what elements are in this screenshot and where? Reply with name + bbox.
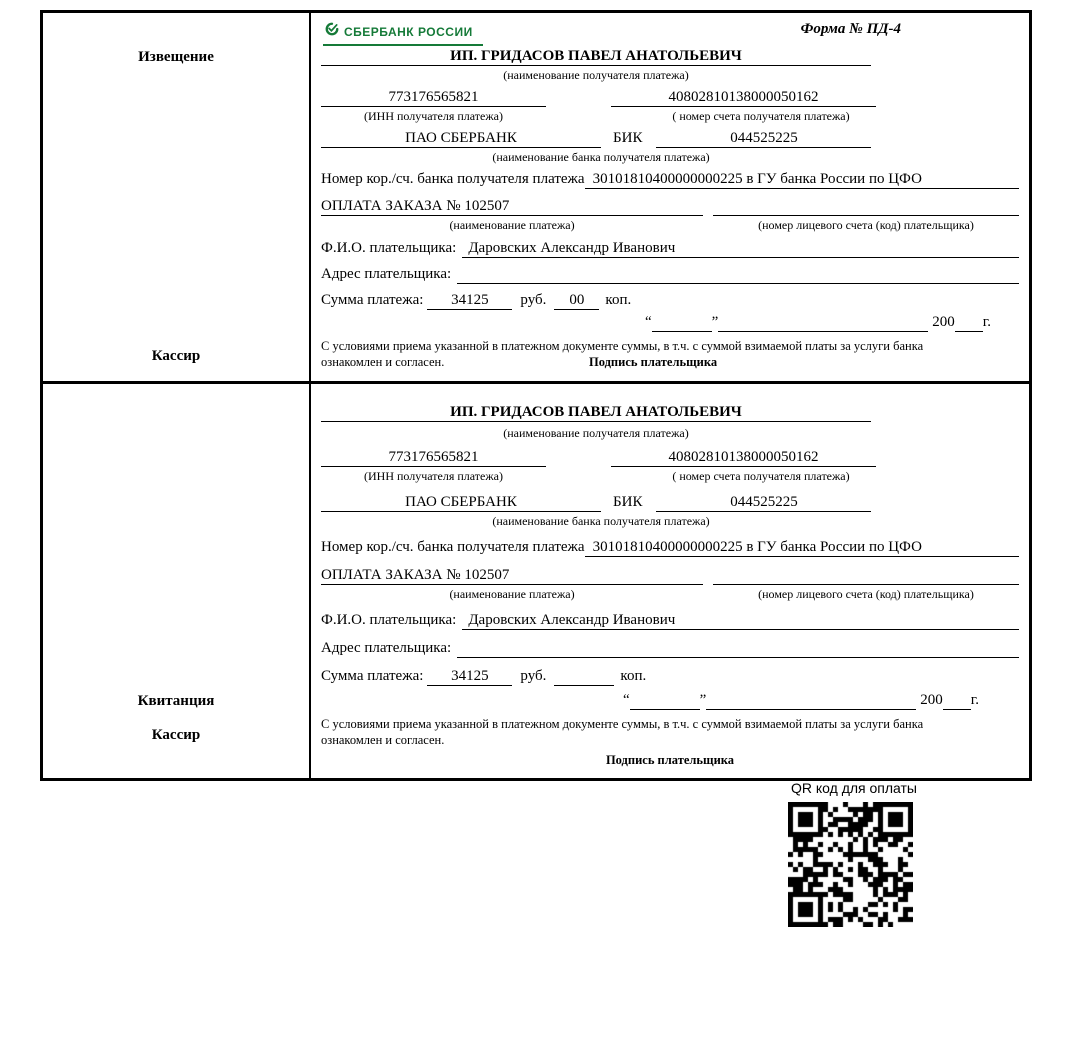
inn-caption: (ИНН получателя платежа) [364, 468, 503, 483]
account-value: 40802810138000050162 [611, 89, 876, 107]
cashier-label: Кассир [151, 347, 201, 364]
payer-address-label: Адрес плательщика: [321, 639, 452, 656]
recipient-caption: (наименование получателя платежа) [503, 425, 689, 440]
kop-value: 00 [554, 292, 599, 310]
payer-name-label: Ф.И.О. плательщика: [321, 611, 457, 628]
agreement-text: С условиями приема указанной в платежном документе суммы, в т.ч. с суммой взимаемой платы за услуги банка ознакомлен и согласен. [321, 339, 924, 370]
date-month-blank [718, 314, 928, 332]
corr-account-value: 30101810400000000225 в ГУ банка России по ЦФО [585, 171, 1019, 189]
receipt-content [311, 384, 1029, 779]
kop-label: коп. [620, 667, 647, 684]
agreement-text: С условиями приема указанной в платежном документе суммы, в т.ч. с суммой взимаемой платы за услуги банка ознакомлен и согласен. [321, 716, 924, 747]
cashier-label: Кассир [151, 727, 201, 744]
payment-purpose: ОПЛАТА ЗАКАЗА № 102507 [321, 198, 703, 216]
rub-label: руб. [520, 667, 547, 684]
personal-account-blank [713, 567, 1019, 585]
kop-label: коп. [605, 292, 632, 308]
bank-name: ПАО СБЕРБАНК [321, 494, 601, 512]
agreement-block [321, 716, 1019, 769]
payment-caption: (наименование платежа) [449, 586, 575, 601]
sum-value: 34125 [427, 668, 512, 686]
payer-address-value [457, 266, 1019, 284]
sum-value: 34125 [427, 292, 512, 310]
pd4-document [40, 10, 1032, 781]
date-open-quote: “ [644, 314, 652, 330]
payer-name-label: Ф.И.О. плательщика: [321, 240, 457, 256]
bik-value: 044525225 [656, 494, 871, 512]
account-caption: ( номер счета получателя платежа) [672, 109, 850, 123]
payment-purpose: ОПЛАТА ЗАКАЗА № 102507 [321, 567, 703, 585]
personal-account-blank [713, 198, 1019, 216]
account-caption: ( номер счета получателя платежа) [672, 468, 850, 483]
payer-address-label: Адрес плательщика: [321, 266, 452, 282]
date-day-blank [630, 692, 700, 710]
date-close-quote: ” [699, 691, 707, 708]
personal-account-caption: (номер лицевого счета (код) плательщика) [758, 218, 974, 232]
date-year-suffix: г. [982, 314, 991, 330]
date-year-prefix: 200 [932, 314, 955, 330]
sberbank-logo-text: СБЕРБАНК РОССИИ [344, 24, 473, 39]
date-year-suffix: г. [970, 691, 979, 708]
date-year-blank [955, 314, 983, 332]
notice-section [43, 13, 1029, 381]
date-day-blank [652, 314, 712, 332]
qr-code [788, 802, 913, 927]
signature-label: Подпись плательщика [589, 355, 718, 370]
qr-caption: QR код для оплаты [790, 780, 917, 796]
recipient-caption: (наименование получателя платежа) [503, 68, 689, 82]
section-label: Квитанция [137, 693, 215, 710]
bik-label: БИК [613, 493, 643, 510]
account-value: 40802810138000050162 [611, 449, 876, 467]
personal-account-caption: (номер лицевого счета (код) плательщика) [758, 586, 974, 601]
date-close-quote: ” [711, 314, 719, 330]
inn-value: 773176565821 [321, 449, 546, 467]
date-year-blank [943, 692, 971, 710]
sberbank-logo [323, 21, 483, 46]
section-label: Извещение [138, 49, 214, 65]
payer-name-value: Даровских Александр Иванович [462, 612, 1019, 630]
sum-label: Сумма платежа: [321, 667, 424, 684]
sum-label: Сумма платежа: [321, 292, 424, 308]
form-number: Форма № ПД-4 [800, 21, 901, 37]
date-month-blank [706, 692, 916, 710]
bik-value: 044525225 [656, 130, 871, 148]
corr-account-label: Номер кор./сч. банка получателя платежа [321, 171, 585, 187]
corr-account-value: 30101810400000000225 в ГУ банка России по ЦФО [585, 539, 1019, 557]
inn-caption: (ИНН получателя платежа) [364, 109, 503, 123]
agreement-block [321, 338, 1019, 371]
date-year-prefix: 200 [920, 691, 943, 708]
bank-caption: (наименование банка получателя платежа) [492, 150, 710, 164]
payment-caption: (наименование платежа) [449, 218, 575, 232]
bank-name: ПАО СБЕРБАНК [321, 130, 601, 148]
bank-caption: (наименование банка получателя платежа) [492, 513, 710, 528]
signature-label: Подпись плательщика [605, 753, 735, 767]
payer-address-value [457, 640, 1019, 658]
payer-name-value: Даровских Александр Иванович [462, 240, 1019, 258]
receipt-section [43, 381, 1029, 779]
sberbank-logo-icon [325, 22, 339, 41]
date-open-quote: “ [622, 691, 630, 708]
inn-value: 773176565821 [321, 89, 546, 107]
kop-blank [554, 668, 614, 686]
receipt-left-column [43, 384, 311, 779]
notice-content [311, 13, 1029, 381]
bik-label: БИК [613, 130, 643, 146]
qr-block [788, 780, 920, 927]
recipient-name: ИП. ГРИДАСОВ ПАВЕЛ АНАТОЛЬЕВИЧ [321, 404, 871, 422]
corr-account-label: Номер кор./сч. банка получателя платежа [321, 538, 585, 555]
recipient-name: ИП. ГРИДАСОВ ПАВЕЛ АНАТОЛЬЕВИЧ [321, 48, 871, 66]
rub-label: руб. [520, 292, 547, 308]
notice-left-column [43, 13, 311, 381]
